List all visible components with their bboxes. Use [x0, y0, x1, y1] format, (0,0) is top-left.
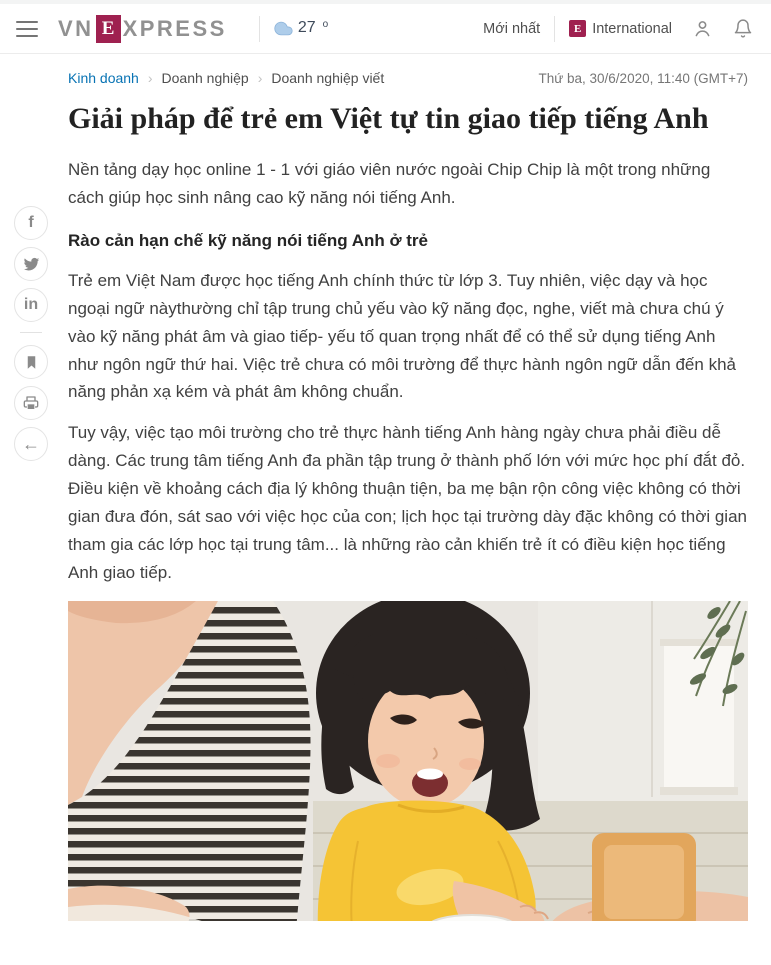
header-divider-2	[554, 16, 555, 42]
logo-e-badge: E	[96, 15, 121, 43]
back-icon[interactable]: ←	[14, 427, 48, 461]
facebook-icon[interactable]: f	[14, 206, 48, 240]
logo-text-vn: VN	[58, 15, 94, 41]
article-title: Giải pháp để trẻ em Việt tự tin giao tiếp tiếng Anh	[68, 102, 709, 135]
temperature-value: 27	[297, 19, 316, 36]
header-divider	[259, 16, 260, 42]
temperature-degree: o	[322, 19, 329, 30]
photo-illustration	[68, 601, 748, 921]
user-icon[interactable]	[692, 18, 713, 39]
international-e-badge: E	[569, 20, 586, 37]
breadcrumb-kinh-doanh[interactable]: Kinh doanh	[68, 70, 139, 86]
menu-icon[interactable]	[16, 21, 38, 37]
site-header	[0, 4, 771, 54]
bell-icon[interactable]	[733, 18, 753, 39]
breadcrumb	[68, 70, 748, 86]
section-heading: Rào cản hạn chế kỹ năng nói tiếng Anh ở trẻ	[68, 230, 429, 250]
international-label: International	[592, 20, 672, 37]
chevron-right-icon: ›	[147, 70, 153, 86]
logo-text-xpress: XPRESS	[122, 15, 227, 41]
article-lead: Nền tảng dạy học online 1 - 1 với giáo viên nước ngoài Chip Chip là một trong những cách giúp học sinh nâng cao kỹ năng nói tiếng Anh.	[68, 159, 711, 207]
share-rail	[13, 206, 49, 468]
rail-divider	[20, 332, 42, 333]
article-photo	[68, 601, 748, 921]
article-paragraph: Trẻ em Việt Nam được học tiếng Anh chính thức từ lớp 3. Tuy nhiên, việc dạy và học ngoại ngữ nàythường chỉ tập trung chủ yếu vào kỹ năng đọc, nghe, viết mà chưa chú ý vào kỹ năng phát âm và giao tiếp- yếu tố quan trọng nhất để có thể sử dụng tiếng Anh như ngôn ngữ thứ hai. Việc trẻ chưa có môi trường để thực hành ngôn ngữ dẫn đến khả năng phản xạ kém và phát âm không chuẩn.	[68, 270, 736, 402]
cloud-icon	[274, 19, 293, 38]
nav-latest[interactable]: Mới nhất	[483, 20, 541, 37]
article-main	[68, 70, 748, 921]
nav-international[interactable]	[569, 20, 672, 37]
linkedin-icon[interactable]: in	[14, 288, 48, 322]
vnexpress-logo[interactable]	[58, 15, 227, 43]
article-paragraph: Tuy vậy, việc tạo môi trường cho trẻ thực hành tiếng Anh hàng ngày chưa phải điều dễ dàng. Các trung tâm tiếng Anh đa phần tập trung ở thành phố lớn với mức học phí đắt đỏ. Điều kiện về khoảng cách địa lý không thuận tiện, ba mẹ bận rộn công việc không có thời gian đưa đón, sát sao với việc học của con; lịch học tại trường dày đặc không có thời gian tham gia các lớp học tại trung tâm... là những rào cản khiến trẻ ít có điều kiện học tiếng Anh giao tiếp.	[68, 423, 747, 582]
weather-widget[interactable]	[274, 19, 328, 38]
bookmark-icon[interactable]	[14, 345, 48, 379]
publish-datetime: Thứ ba, 30/6/2020, 11:40 (GMT+7)	[538, 71, 748, 86]
chevron-right-icon: ›	[257, 70, 263, 86]
twitter-icon[interactable]	[14, 247, 48, 281]
breadcrumb-doanh-nghiep-viet[interactable]: Doanh nghiệp viết	[271, 70, 385, 86]
breadcrumb-doanh-nghiep[interactable]: Doanh nghiệp	[161, 70, 249, 86]
print-icon[interactable]	[14, 386, 48, 420]
